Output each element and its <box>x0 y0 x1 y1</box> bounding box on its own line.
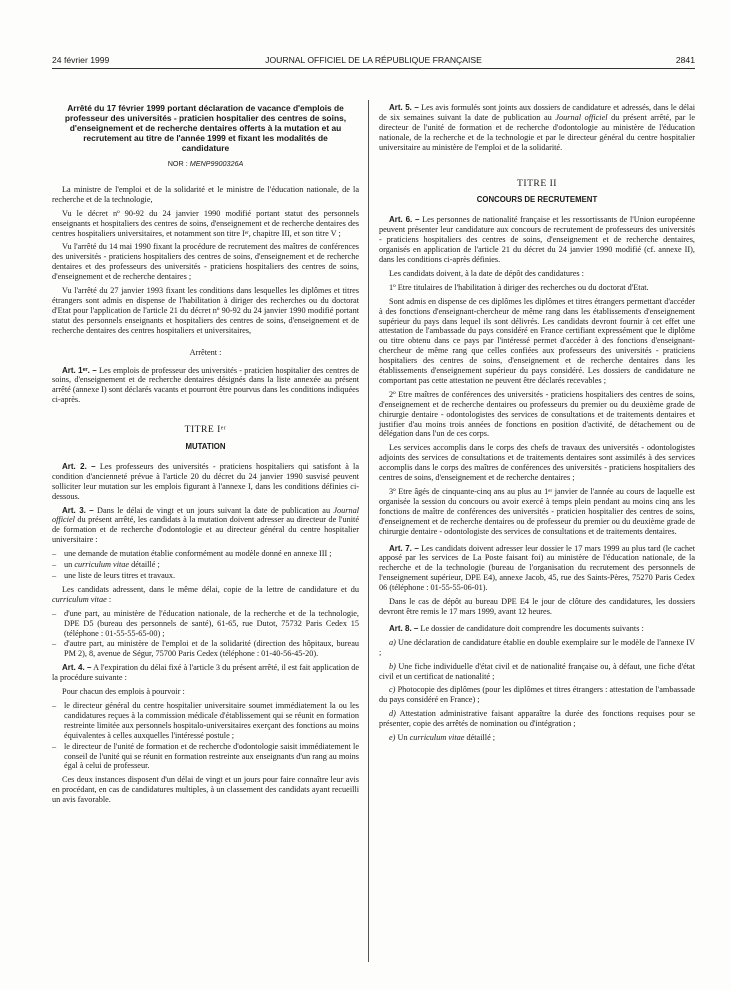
page-number: 2841 <box>675 55 695 65</box>
list-item: – une demande de mutation établie conformément au modèle donné en annexe III ; <box>52 549 359 559</box>
article-8-item: c) Photocopie des diplômes (pour les diplômes et titres étrangers : attestation de l'ambassade du pays considéré en France) ; <box>379 685 695 705</box>
article-7-paragraph: Dans le cas de dépôt au bureau DPE E4 le jour de clôture des candidatures, les dossiers devront être remis le 17 mars 1999, avant 12 heures. <box>379 597 695 616</box>
article-8-item: b) Une fiche individuelle d'état civil et de nationalité française ou, à défaut, une fiche d'état civil et un certificat de nationalité ; <box>379 661 696 681</box>
nor-code: MENP9900326A <box>189 159 244 168</box>
article-5: Art. 5. – Les avis formulés sont joints aux dossiers de candidature et adressés, dans le délai de six semaines suivant la date de publication au Journal officiel du présent arrêté, par le directeur de l'unité de formation et de recherche d'odontologie au ministère de l'éducation nationale, de la recherche et de la technologie et par le directeur général du centre hospitalier universitaire au ministère de l'emploi et de la solidarité. <box>379 103 696 152</box>
article-2: Art. 2. – Les professeurs des universités - praticiens hospitaliers qui satisfont à la condition d'ancienneté prévue à l'article 20 du décret du 24 janvier 1990 susvisé peuvent solliciter leur mutation sur les emplois figurant à l'annexe I, dans les conditions définies ci-dessous. <box>52 461 360 501</box>
article-8-item: a) Une déclaration de candidature établie en double exemplaire sur le modèle de l'annexe IV ; <box>379 637 696 657</box>
article-6-paragraph: 1º Etre titulaires de l'habilitation à diriger des recherches ou du doctorat d'Etat. <box>389 282 649 292</box>
article-8: Art. 8. – Le dossier de candidature doit comprendre les documents suivants : <box>389 623 644 633</box>
journal-title: JOURNAL OFFICIEL DE LA RÉPUBLIQUE FRANÇAISE <box>265 55 482 65</box>
article-3-list <box>52 549 359 581</box>
article-label: Art. 6. – <box>389 215 420 225</box>
article-8-item: d) Attestation administrative faisant apparaître la durée des fonctions requises pour se présenter, copie des arrêtés de nomination ou d'intégration ; <box>379 709 695 729</box>
article-6-paragraph: 3º Etre âgés de cinquante-cinq ans au plus au 1ᵉʳ janvier de l'année au cours de laquelle est organisée la session du concours ou avoir exercé à temps plein pendant au moins cinq ans les fonctions de maître de conférences des universités - praticien hospitalier des centres de soins, d'enseignement et de recherche dentaires ou de professeur du premier ou du deuxième grade de chirurgie dentaire - odontologiste des services de consultations et de traitements dentaires. <box>379 487 695 536</box>
mutation-heading: MUTATION <box>185 442 226 452</box>
article-label: Art. 7. – <box>389 543 419 553</box>
column-divider <box>368 100 369 962</box>
list-item: – une liste de leurs titres et travaux. <box>52 571 359 581</box>
article-label: Art. 2. – <box>62 461 96 471</box>
list-item: – le directeur général du centre hospitalier universitaire soumet immédiatement la ou les candidatures reçues à la commission médicale d'établissement qui se réunit en formation restreinte limitée aux personnels hospitalo-universitaires exerçant des fonctions au moins équivalentes à celles auxquelles l'intéressé postule ; <box>52 701 359 741</box>
list-item: – le directeur de l'unité de formation et de recherche d'odontologie saisit immédiatement le conseil de l'unité qui se réunit en formation restreinte aux enseignants d'un rang au moins égal à celui de professeur. <box>52 742 359 772</box>
right-column <box>379 103 695 747</box>
article-label: Art. 8. – <box>389 623 419 633</box>
article-label: Art. 3. – <box>62 505 94 515</box>
article-6-paragraph: 2º Etre maîtres de conférences des universités - praticiens hospitaliers des centres de soins, d'enseignement et de recherche dentaires ou professeurs du premier ou du deuxième grade de chirurgie dentaire - odontologistes des services de consultations et de traitements dentaires et justifier d'au moins trois années de fonctions en position d'activité, de détachement ou de délégation dans l'un de ces corps. <box>379 389 695 439</box>
list-item: – d'une part, au ministère de l'éducation nationale, de la recherche et de la technologie, DPE D5 (bureau des personnels de santé), 61-65, rue Dutot, 75732 Paris Cedex 15 (téléphone : 01-55-55-65-00) ; <box>52 609 359 639</box>
article-4: Art. 4. – A l'expiration du délai fixé à l'article 3 du présent arrêté, il est fait application de la procédure suivante : <box>52 663 360 683</box>
nor-label: NOR : <box>167 159 188 168</box>
left-column <box>52 103 359 809</box>
article-3-paragraph: Les candidats adressent, dans le même délai, copie de la lettre de candidature et du curriculum vitae : <box>52 584 359 604</box>
titre-1-heading: TITRE Iᵉʳ <box>184 424 227 436</box>
article-6: Art. 6. – Les personnes de nationalité française et les ressortissants de l'Union européenne peuvent présenter leur candidature aux concours de recrutement de professeurs des universités - praticiens hospitaliers des centres de soins, d'enseignement et de recherche dentaires, organisés en application de l'article 21 du décret du 24 janvier 1990 modifié (cf. annexe II), dans les conditions ci-après définies. <box>379 215 696 264</box>
article-8-item: e) Un curriculum vitae détaillé ; <box>389 733 496 743</box>
arretent: Arrêtent : <box>189 347 222 357</box>
preamble-paragraph: Vu l'arrêté du 27 janvier 1993 fixant les conditions dans lesquelles les diplômes et titres étrangers sont admis en dispense de l'habilitation à diriger des recherches ou du doctorat d'Etat pour l'application de l'article 21 du décret nº 90-92 du 24 janvier 1990 modifié portant statut des personnels enseignants et hospitaliers des centres de soins, d'enseignement et de recherche dentaires des centres hospitaliers et universitaires, <box>52 286 359 335</box>
article-6-paragraph: Sont admis en dispense de ces diplômes les diplômes et titres étrangers permettant d'accéder à des fonctions d'enseignant-chercheur de même rang dans les établissements d'enseignement supérieur du pays dans lequel ils sont délivrés. Les candidats devront fournir à cet effet une attestation de l'ambassade du pays considéré en France certifiant expressément que le diplôme ou titre obtenu dans ce pays par l'intéressé permet d'accéder à des fonctions d'enseignant-chercheur de même rang que celles confiées aux professeurs des universités - praticiens hospitaliers des centres de soins, d'enseignement et de recherche dentaires dans les établissements d'enseignement supérieur du pays considéré. Les dossiers de candidature ne comportant pas cette attestation ne peuvent être déclarés recevables ; <box>379 296 695 385</box>
article-6-paragraph: Les candidats doivent, à la date de dépôt des candidatures : <box>389 268 584 278</box>
decree-title: Arrêté du 17 février 1999 portant déclaration de vacance d'emplois de professeur des universités - praticien hospitalier des centres de soins, d'enseignement et de recherche dentaires offerts à la mutation et au recrutement au titre de l'année 1999 et fixant les modalités de candidature <box>64 103 347 153</box>
header-rule <box>52 68 695 69</box>
article-6-paragraph: Les services accomplis dans le corps des chefs de travaux des universités - odontologistes adjoints des services de consultations et de traitements dentaires sont assimilés à des services accomplis dans le corps des maîtres de conférences des universités - praticiens hospitaliers des centres de soins, d'enseignement et de recherche dentaires ; <box>379 443 695 483</box>
preamble-paragraph: La ministre de l'emploi et de la solidarité et le ministre de l'éducation nationale, de la recherche et de la technologie, <box>52 184 359 204</box>
article-1: Art. 1ᵉʳ. – Les emplois de professeur des universités - praticien hospitalier des centres de soins, d'enseignement et de recherche dentaires désignés dans la liste annexée au présent arrêté (annexe I) sont déclarés vacants et pourront être pourvus dans les conditions indiquées ci-après. <box>52 365 360 405</box>
issue-date: 24 février 1999 <box>52 55 110 65</box>
article-3-address-list <box>52 609 359 660</box>
article-3: Art. 3. – Dans le délai de vingt et un jours suivant la date de publication au Journal officiel du présent arrêté, les candidats à la mutation doivent adresser au directeur de l'unité de formation et de recherche d'odontologie et au directeur général du centre hospitalier universitaire : <box>52 505 360 545</box>
article-7: Art. 7. – Les candidats doivent adresser leur dossier le 17 mars 1999 au plus tard (le cachet apposé par les services de La Poste faisant foi) au ministère de l'éducation nationale, de la recherche et de la technologie (bureau de l'organisation du recrutement des personnels de l'enseignement supérieur, DPE E4), annexe Jacob, 45, rue des Saints-Pères, 75270 Paris Cedex 06 (téléphone : 01-55-55-06-01). <box>379 543 696 593</box>
article-label: Art. 5. – <box>389 103 419 112</box>
article-4-list <box>52 701 359 771</box>
article-label: Art. 4. – <box>62 663 92 673</box>
preamble-paragraph: Vu le décret nº 90-92 du 24 janvier 1990 modifié portant statut des personnels enseignants et hospitaliers des centres de soins, d'enseignement et de recherche dentaires des centres hospitaliers universitaires, et notamment son titre Iᵉʳ, chapitre III, et son titre V ; <box>52 208 359 238</box>
article-label: Art. 1ᵉʳ. – <box>62 365 97 375</box>
list-item: – d'autre part, au ministère de l'emploi et de la solidarité (direction des hôpitaux, bureau PM 2), 8, avenue de Ségur, 75700 Paris Cedex (téléphone : 01-40-56-45-20). <box>52 639 359 659</box>
concours-heading: CONCOURS DE RECRUTEMENT <box>476 195 598 205</box>
article-4-paragraph: Ces deux instances disposent d'un délai de vingt et un jours pour faire connaître leur avis en procédant, en cas de candidatures multiples, à un classement des candidats ayant recueilli un avis favorable. <box>52 775 359 805</box>
preamble-paragraph: Vu l'arrêté du 14 mai 1990 fixant la procédure de recrutement des maîtres de conférences des universités - praticiens hospitaliers des centres de soins, d'enseignement et de recherche dentaires et des professeurs des universités - praticiens hospitaliers des centres de soins, d'enseignement et de recherche dentaires ; <box>52 242 359 282</box>
list-item: – un curriculum vitae détaillé ; <box>52 560 359 570</box>
titre-2-heading: TITRE II <box>517 177 557 189</box>
nor-reference <box>52 159 359 169</box>
article-4-paragraph: Pour chacun des emplois à pourvoir : <box>62 687 185 697</box>
